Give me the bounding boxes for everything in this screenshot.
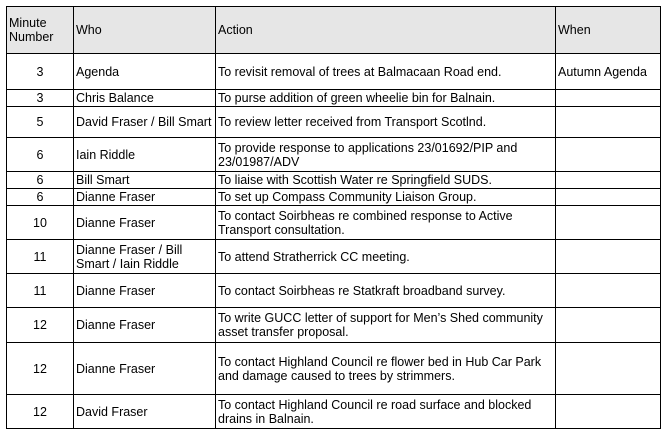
action-cell: To contact Soirbheas re combined response to Active Transport consultation. bbox=[216, 206, 556, 240]
when-cell bbox=[556, 343, 661, 395]
action-cell: To contact Highland Council re road surface and blocked drains in Balnain. bbox=[216, 395, 556, 429]
when-cell: Autumn Agenda bbox=[556, 54, 661, 90]
minute-cell: 11 bbox=[7, 240, 74, 274]
who-cell: Dianne Fraser bbox=[74, 343, 216, 395]
when-cell bbox=[556, 274, 661, 308]
table-row bbox=[7, 206, 661, 240]
when-cell bbox=[556, 206, 661, 240]
when-cell bbox=[556, 138, 661, 172]
when-cell bbox=[556, 90, 661, 107]
when-cell bbox=[556, 395, 661, 429]
action-cell: To liaise with Scottish Water re Springfield SUDS. bbox=[216, 172, 556, 189]
who-cell: David Fraser / Bill Smart bbox=[74, 107, 216, 138]
minute-cell: 12 bbox=[7, 395, 74, 429]
when-cell bbox=[556, 308, 661, 343]
table-row bbox=[7, 90, 661, 107]
table-row bbox=[7, 343, 661, 395]
table-row bbox=[7, 172, 661, 189]
header-who: Who bbox=[74, 7, 216, 54]
table-row bbox=[7, 107, 661, 138]
minute-cell: 3 bbox=[7, 54, 74, 90]
header-when: When bbox=[556, 7, 661, 54]
action-cell: To attend Stratherrick CC meeting. bbox=[216, 240, 556, 274]
when-cell bbox=[556, 189, 661, 206]
table-row bbox=[7, 138, 661, 172]
minute-cell: 12 bbox=[7, 308, 74, 343]
action-cell: To set up Compass Community Liaison Group. bbox=[216, 189, 556, 206]
who-cell: Dianne Fraser / Bill Smart / Iain Riddle bbox=[74, 240, 216, 274]
minute-cell: 6 bbox=[7, 189, 74, 206]
who-cell: Dianne Fraser bbox=[74, 206, 216, 240]
who-cell: David Fraser bbox=[74, 395, 216, 429]
minute-cell: 6 bbox=[7, 138, 74, 172]
table-row bbox=[7, 274, 661, 308]
action-cell: To contact Soirbheas re Statkraft broadband survey. bbox=[216, 274, 556, 308]
table-row bbox=[7, 395, 661, 429]
when-cell bbox=[556, 240, 661, 274]
who-cell: Iain Riddle bbox=[74, 138, 216, 172]
when-cell bbox=[556, 172, 661, 189]
table-row bbox=[7, 308, 661, 343]
action-cell: To write GUCC letter of support for Men’s Shed community asset transfer proposal. bbox=[216, 308, 556, 343]
header-minute-number: Minute Number bbox=[7, 7, 74, 54]
who-cell: Chris Balance bbox=[74, 90, 216, 107]
table-row bbox=[7, 189, 661, 206]
table-row bbox=[7, 54, 661, 90]
action-cell: To review letter received from Transport Scotlnd. bbox=[216, 107, 556, 138]
minute-cell: 6 bbox=[7, 172, 74, 189]
minute-cell: 3 bbox=[7, 90, 74, 107]
who-cell: Bill Smart bbox=[74, 172, 216, 189]
header-row bbox=[7, 7, 661, 54]
who-cell: Dianne Fraser bbox=[74, 189, 216, 206]
who-cell: Dianne Fraser bbox=[74, 274, 216, 308]
action-table bbox=[6, 6, 661, 429]
action-cell: To revisit removal of trees at Balmacaan Road end. bbox=[216, 54, 556, 90]
when-cell bbox=[556, 107, 661, 138]
minute-cell: 5 bbox=[7, 107, 74, 138]
action-cell: To contact Highland Council re flower bed in Hub Car Park and damage caused to trees by strimmers. bbox=[216, 343, 556, 395]
table-row bbox=[7, 240, 661, 274]
who-cell: Dianne Fraser bbox=[74, 308, 216, 343]
header-action: Action bbox=[216, 7, 556, 54]
action-cell: To purse addition of green wheelie bin for Balnain. bbox=[216, 90, 556, 107]
minute-cell: 11 bbox=[7, 274, 74, 308]
action-cell: To provide response to applications 23/01692/PIP and 23/01987/ADV bbox=[216, 138, 556, 172]
who-cell: Agenda bbox=[74, 54, 216, 90]
minute-cell: 10 bbox=[7, 206, 74, 240]
minute-cell: 12 bbox=[7, 343, 74, 395]
